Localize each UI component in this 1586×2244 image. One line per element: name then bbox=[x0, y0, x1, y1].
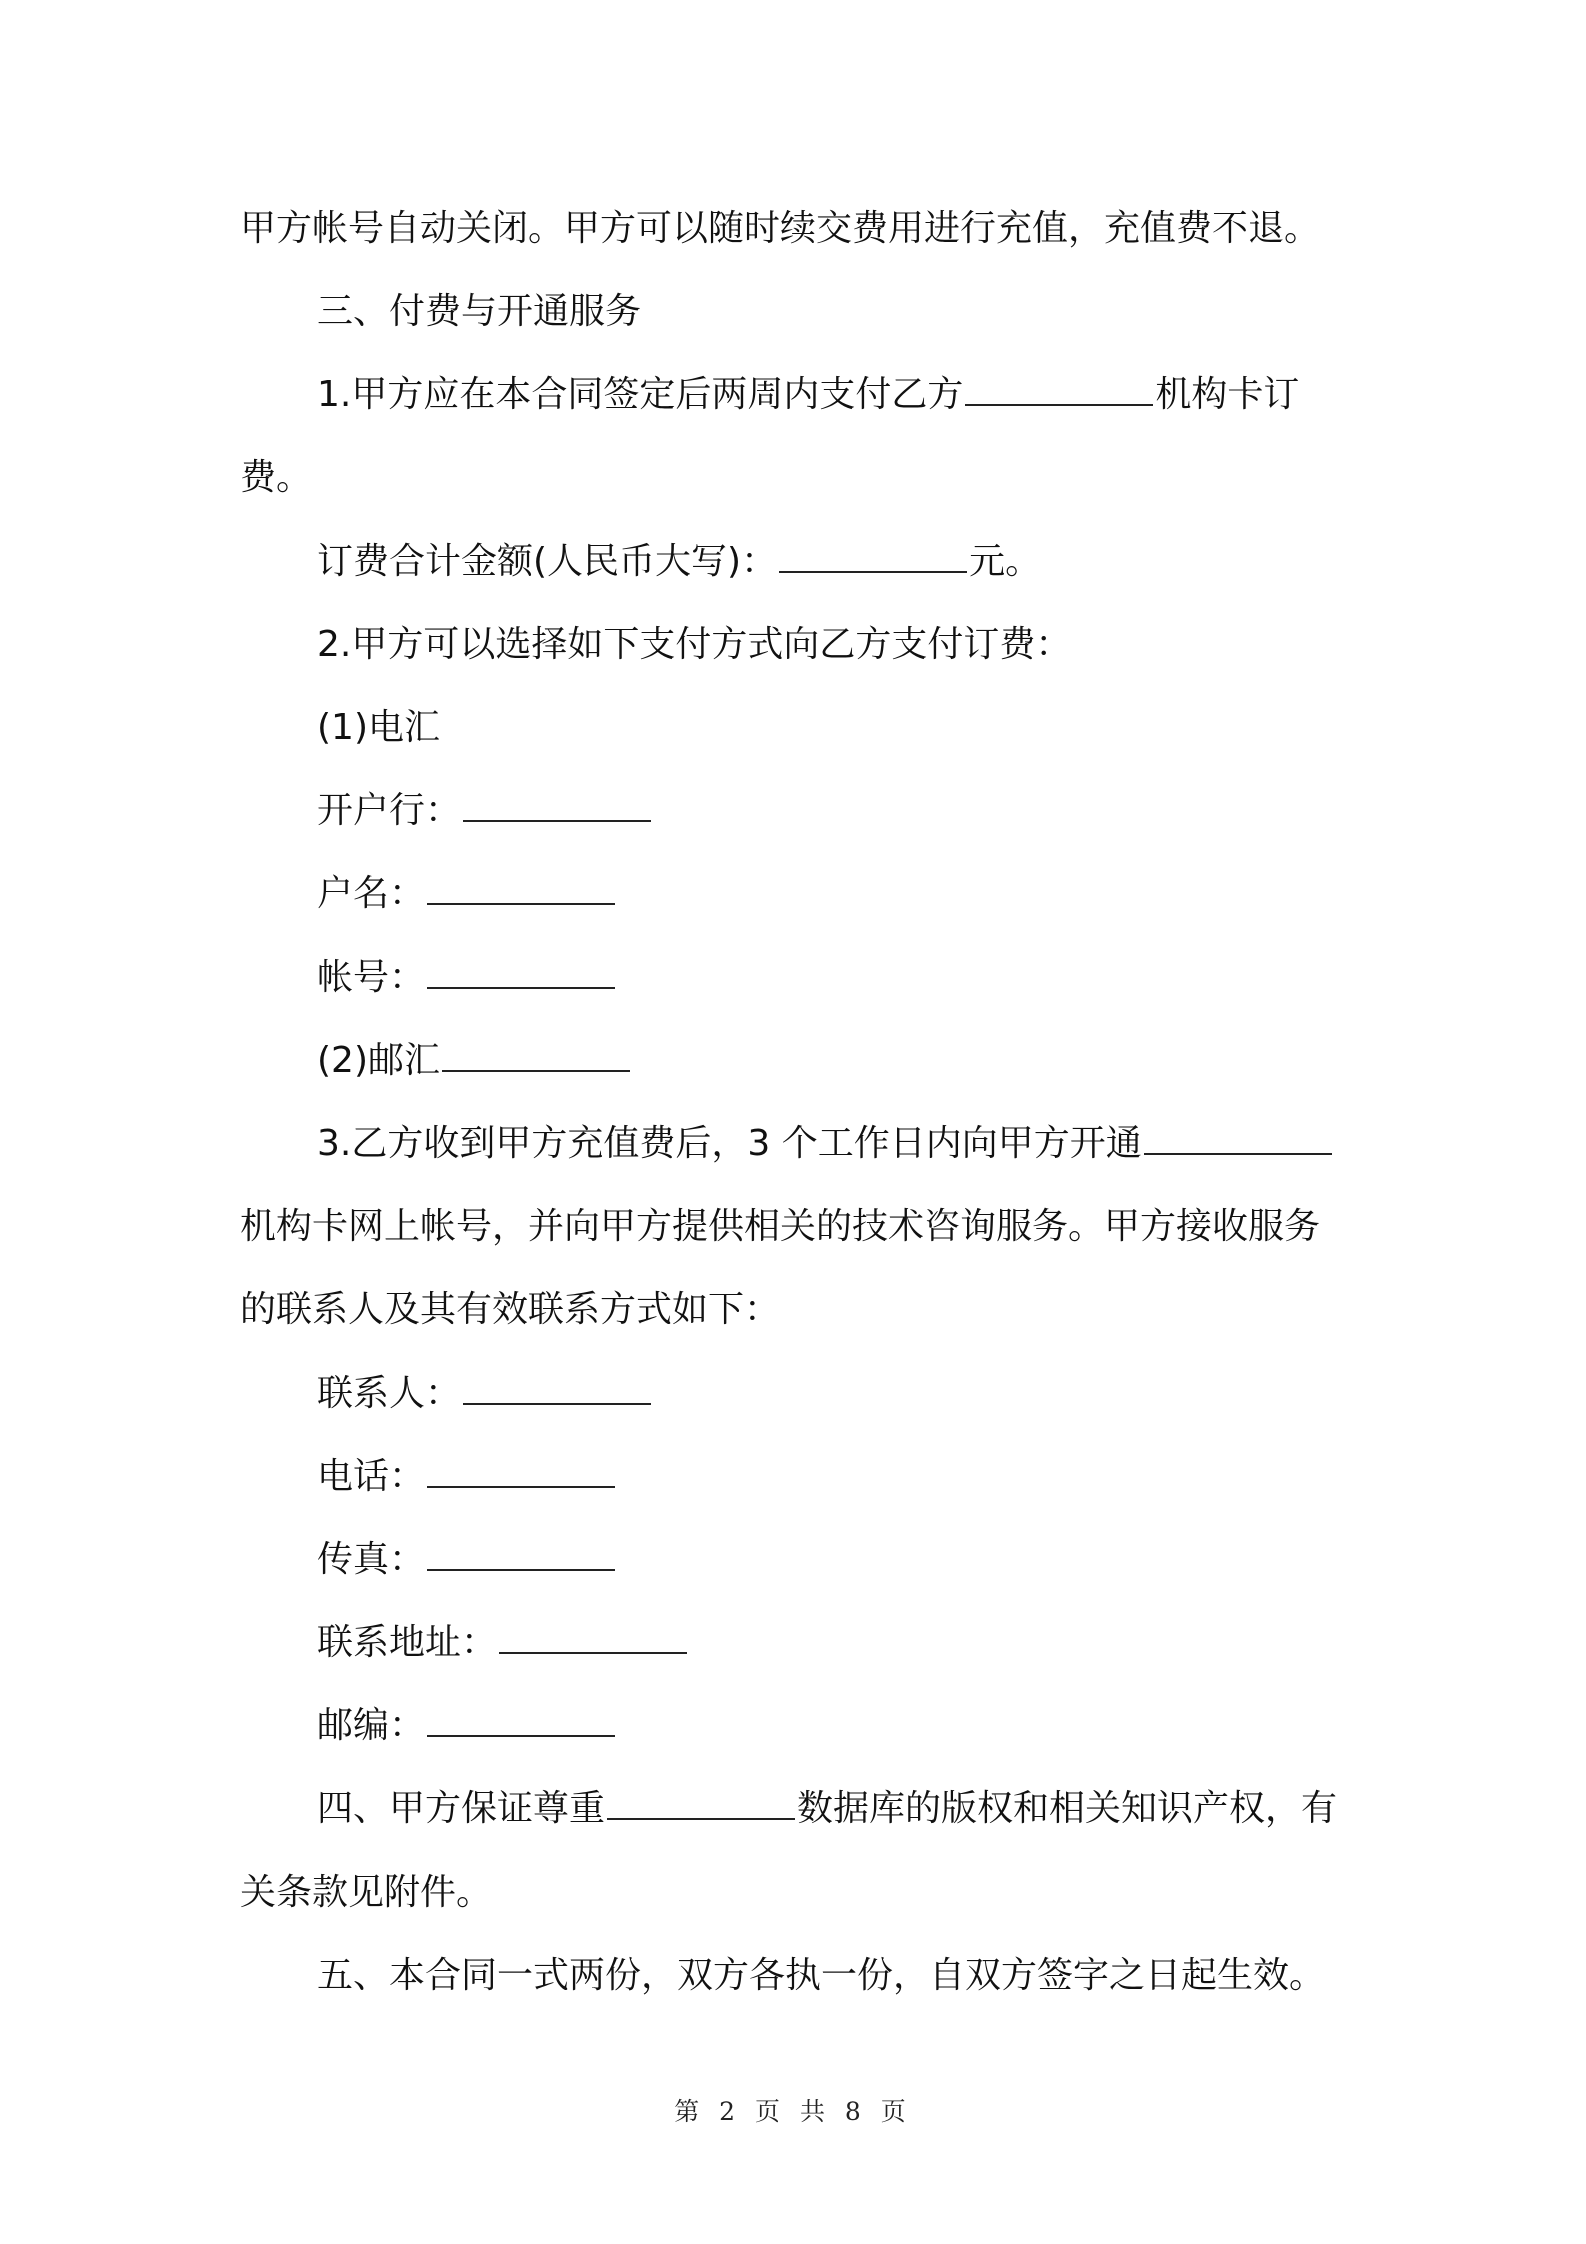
line-text-after: 元。 bbox=[969, 541, 1042, 582]
line-text: 户名： bbox=[317, 873, 426, 914]
line-text: 2.甲方可以选择如下支付方式向乙方支付订费： bbox=[317, 624, 1072, 665]
text-line bbox=[240, 1871, 1586, 1915]
section-heading bbox=[317, 1954, 1586, 1998]
text-line bbox=[317, 789, 1586, 833]
line-text: 的联系人及其有效联系方式如下： bbox=[240, 1289, 781, 1330]
line-text: 关条款见附件。 bbox=[240, 1872, 493, 1913]
line-text: 1.甲方应在本合同签定后两周内支付乙方 bbox=[317, 374, 964, 415]
line-text: 三、付费与开通服务 bbox=[317, 291, 642, 332]
blank-field bbox=[442, 1040, 630, 1072]
blank-field bbox=[427, 1456, 615, 1488]
blank-field bbox=[499, 1622, 687, 1654]
text-line bbox=[317, 623, 1586, 667]
text-line bbox=[317, 872, 1586, 916]
text-line bbox=[240, 1205, 1586, 1249]
line-text: 机构卡网上帐号，并向甲方提供相关的技术咨询服务。甲方接收服务 bbox=[240, 1206, 1321, 1247]
line-text-after: 数据库的版权和相关知识产权，有 bbox=[797, 1788, 1338, 1829]
line-text: (2)邮汇 bbox=[317, 1040, 440, 1081]
blank-field bbox=[427, 873, 615, 905]
text-line bbox=[240, 456, 1586, 500]
text-line bbox=[240, 1288, 1586, 1332]
blank-field bbox=[427, 1705, 615, 1737]
blank-field bbox=[463, 1373, 651, 1405]
line-text: 3.乙方收到甲方充值费后，3 个工作日内向甲方开通 bbox=[317, 1123, 1142, 1164]
text-line bbox=[317, 373, 1586, 417]
text-line bbox=[317, 706, 1586, 750]
text-line bbox=[240, 207, 1586, 251]
line-text: 甲方帐号自动关闭。甲方可以随时续交费用进行充值，充值费不退。 bbox=[240, 208, 1321, 249]
blank-field bbox=[965, 374, 1153, 406]
line-text: 帐号： bbox=[317, 957, 426, 998]
blank-field bbox=[427, 957, 615, 989]
line-text: 订费合计金额(人民币大写)： bbox=[317, 541, 778, 582]
text-line bbox=[317, 1455, 1586, 1499]
blank-field bbox=[463, 790, 651, 822]
line-text: 费。 bbox=[240, 457, 313, 498]
line-text: (1)电汇 bbox=[317, 707, 440, 748]
line-text: 开户行： bbox=[317, 790, 462, 831]
line-text: 四、甲方保证尊重 bbox=[317, 1788, 606, 1829]
text-line bbox=[317, 956, 1586, 1000]
section-heading bbox=[317, 1787, 1586, 1831]
section-heading bbox=[317, 290, 1586, 334]
line-text: 联系人： bbox=[317, 1373, 462, 1414]
text-line bbox=[317, 1372, 1586, 1416]
line-text-after: 机构卡订 bbox=[1155, 374, 1300, 415]
text-line bbox=[317, 540, 1586, 584]
line-text: 联系地址： bbox=[317, 1622, 498, 1663]
line-text: 邮编： bbox=[317, 1705, 426, 1746]
line-text: 五、本合同一式两份，双方各执一份，自双方签字之日起生效。 bbox=[317, 1955, 1326, 1996]
blank-field bbox=[779, 541, 967, 573]
text-line bbox=[317, 1122, 1586, 1166]
text-line bbox=[317, 1039, 1586, 1083]
text-line bbox=[317, 1704, 1586, 1748]
blank-field bbox=[607, 1788, 795, 1820]
line-text: 电话： bbox=[317, 1456, 426, 1497]
line-text: 传真： bbox=[317, 1539, 426, 1580]
text-line bbox=[317, 1538, 1586, 1582]
blank-field bbox=[427, 1539, 615, 1571]
blank-field bbox=[1144, 1123, 1332, 1155]
page-footer: 第 2 页 共 8 页 bbox=[674, 2097, 912, 2126]
text-line bbox=[317, 1621, 1586, 1665]
